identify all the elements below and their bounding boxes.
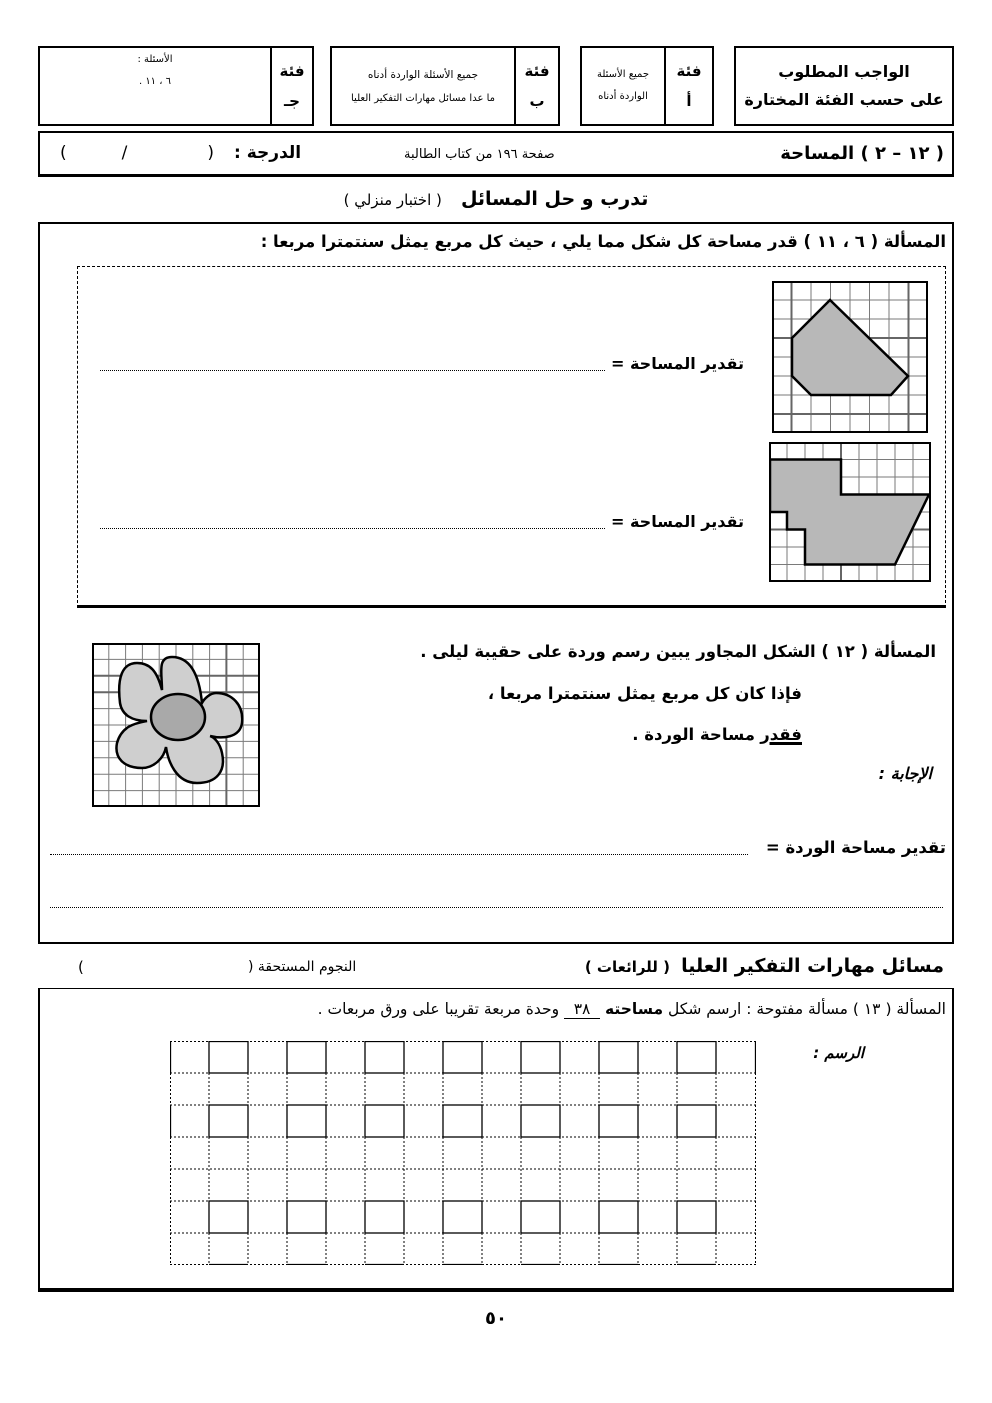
shape-2-answer-label: تقدير المساحة = <box>610 512 744 531</box>
category-c-description-box <box>38 46 272 126</box>
section-title <box>0 188 992 210</box>
category-c-label-box <box>270 46 314 126</box>
problem-13-area-value: ٣٨ <box>564 1000 600 1019</box>
category-a-label: فئة <box>676 62 702 80</box>
grade-label: الدرجة : <box>234 143 302 163</box>
flower-grid-figure <box>92 643 260 807</box>
page-reference: صفحة ١٩٦ من كتاب الطالبة <box>404 147 555 162</box>
category-a-desc-2: الواردة أدناه <box>598 91 648 102</box>
lesson-title: ( ١٢ – ٢ ) المساحة <box>780 143 944 164</box>
problem-13-prompt-bold: مساحته <box>605 1000 664 1018</box>
category-a-label-box <box>664 46 714 126</box>
hots-title: مسائل مهارات التفكير العليا <box>681 955 944 977</box>
problem-13-prompt <box>318 1000 946 1019</box>
problem-12-line-3 <box>632 725 802 744</box>
category-a-desc-1: جميع الأسئلة <box>596 69 650 80</box>
drawing-label: الرسم : <box>813 1044 864 1062</box>
required-homework-title: الواجب المطلوب <box>778 62 910 81</box>
problem-12-line-1: المسألة ( ١٢ ) الشكل المجاور يبين رسم وردة على حقيبة ليلى . <box>420 642 936 661</box>
required-homework-box <box>734 46 954 126</box>
problem-12-estimate-word: فقدر <box>760 725 802 744</box>
category-b-label-box <box>514 46 560 126</box>
flower-area-label: تقدير مساحة الوردة = <box>765 838 946 857</box>
problem-12-answer-heading: الإجابة : <box>878 764 932 783</box>
stars-earned-field[interactable]: ) <box>78 958 84 976</box>
problem-13-prompt-start: المسألة ( ١٣ ) مسألة مفتوحة : ارسم شكل <box>668 1000 946 1018</box>
category-b-description-box <box>330 46 516 126</box>
drawing-grid-paper[interactable] <box>170 1041 756 1265</box>
stars-earned-label: النجوم المستحقة ( <box>248 959 357 975</box>
page-number: ٥٠ <box>485 1308 507 1329</box>
hots-heading <box>585 955 944 977</box>
category-b-desc-2: ما عدا مسائل مهارات التفكير العليا <box>351 93 495 104</box>
shape-1-grid-figure <box>772 281 928 433</box>
category-c-desc-1: الأسئلة : <box>137 54 173 65</box>
lesson-bar <box>38 131 954 177</box>
section-title-sub: ( اختبار منزلي ) <box>343 191 442 209</box>
problem-12-line-2: فإذا كان كل مربع يمثل سنتمترا مربعا ، <box>487 684 802 703</box>
category-c-letter: جـ <box>284 92 300 110</box>
category-c-desc-2: ٦ ، ١١ . <box>138 76 172 87</box>
hots-tag: ( للرائعات ) <box>584 958 671 976</box>
category-b-letter: ب <box>529 92 545 110</box>
category-b-label: فئة <box>524 62 550 80</box>
category-b-desc-1: جميع الأسئلة الواردة أدناه <box>367 69 479 81</box>
required-homework-subtitle: على حسب الفئة المختارة <box>744 90 944 109</box>
problem-13-prompt-end: وحدة مربعة تقريبا على ورق مربعات . <box>317 1000 560 1018</box>
shape-2-grid-figure <box>769 442 931 582</box>
shape-1-answer-field[interactable] <box>100 370 605 371</box>
category-a-description-box <box>580 46 666 126</box>
category-c-label: فئة <box>279 62 305 80</box>
flower-area-answer-field[interactable] <box>50 854 748 855</box>
section-title-main: تدرب و حل المسائل <box>460 188 649 210</box>
problem-6-11-prompt: المسألة ( ٦ ، ١١ ) قدر مساحة كل شكل مما يلي ، حيث كل مربع يمثل سنتمترا مربعا : <box>260 232 946 251</box>
grade-field[interactable]: ( / ) <box>60 143 215 163</box>
flower-area-answer-line-2[interactable] <box>50 907 943 908</box>
shape-1-answer-label: تقدير المساحة = <box>610 354 744 373</box>
problem-12-line-3-rest: مساحة الوردة . <box>632 725 756 744</box>
category-a-letter: أ <box>686 92 692 110</box>
shape-2-answer-field[interactable] <box>100 528 605 529</box>
